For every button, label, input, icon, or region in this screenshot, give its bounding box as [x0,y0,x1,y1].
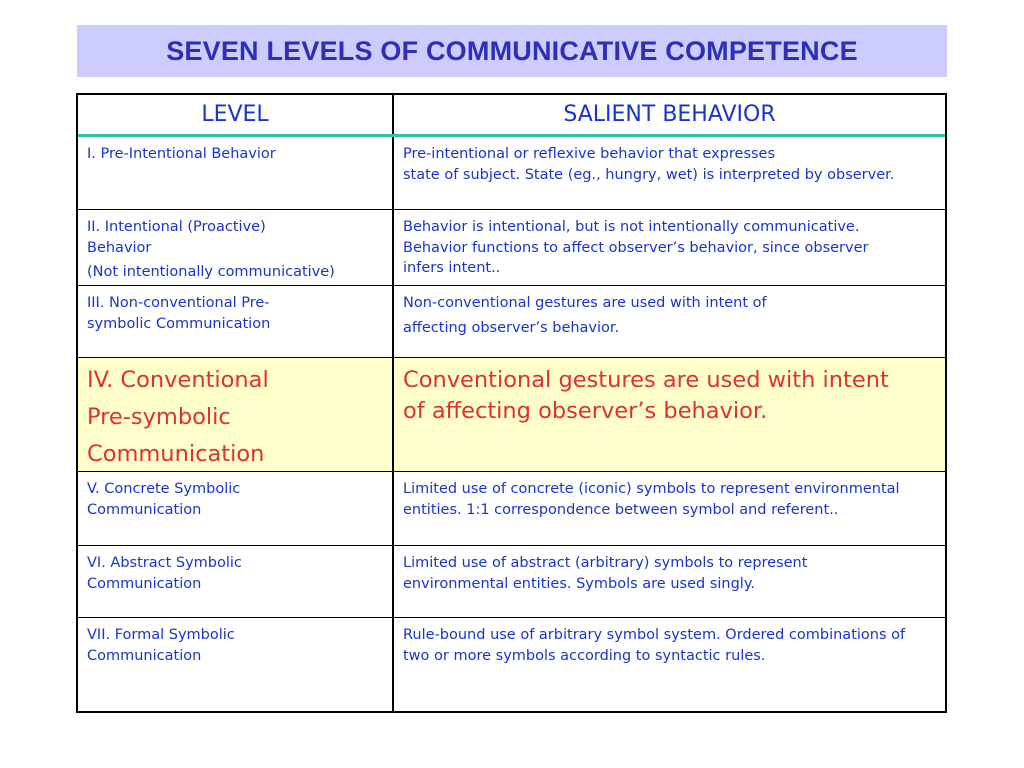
competence-table [76,93,947,713]
title-banner [77,25,947,77]
level-text: Communication [87,441,265,467]
behavior-text: Conventional gestures are used with intent of affecting observer’s behavior. [403,367,889,424]
level-text: V. Concrete Symbolic Communication [87,481,241,518]
level-text: VI. Abstract Symbolic Communication [87,555,242,592]
level-cell [78,546,394,617]
table-row [78,286,945,358]
behavior-cell [394,358,945,471]
level-text: I. Pre-Intentional Behavior [87,146,276,162]
behavior-text: Limited use of abstract (arbitrary) symbols to represent environmental entities. Symbols are used singly. [403,555,808,592]
behavior-text: affecting observer’s behavior. [403,319,620,336]
level-cell [78,286,394,357]
behavior-text: Behavior is intentional, but is not intentionally communicative. Behavior functions to affect observer’s behavior, since observer infers intent.. [403,219,869,276]
behavior-cell [394,546,945,617]
behavior-cell [394,137,945,209]
table-row [78,210,945,286]
level-cell [78,137,394,209]
behavior-cell [394,618,945,713]
behavior-text: Limited use of concrete (iconic) symbols to represent environmental entities. 1:1 correspondence between symbol and referent.. [403,481,900,518]
level-text: Pre-symbolic [87,404,231,430]
table-header-row [78,95,945,137]
level-subtext: (Not intentionally communicative) [87,264,335,280]
table-row [78,546,945,618]
level-cell [78,358,394,471]
header-level: LEVEL [78,95,394,134]
header-salient-behavior: SALIENT BEHAVIOR [563,102,776,127]
level-cell [78,472,394,545]
level-text: III. Non-conventional Pre-symbolic Communication [87,295,271,332]
behavior-text: state of subject. State (eg., hungry, wet) is interpreted by observer. [403,166,895,183]
level-cell [78,618,394,713]
behavior-cell [394,210,945,285]
level-text: IV. Conventional [87,367,269,393]
table-row-highlighted [78,358,945,472]
table-row [78,472,945,546]
level-cell [78,210,394,285]
behavior-text: Non-conventional gestures are used with intent of [403,295,767,311]
table-row [78,618,945,713]
behavior-cell [394,472,945,545]
behavior-text: Pre-intentional or reflexive behavior that expresses [403,146,776,162]
table-row [78,137,945,210]
behavior-text: Rule-bound use of arbitrary symbol system. Ordered combinations of two or more symbols according to syntactic rules. [403,627,906,664]
level-text: II. Intentional (Proactive) Behavior [87,219,266,256]
behavior-cell [394,286,945,357]
level-text: VII. Formal Symbolic Communication [87,627,235,664]
slide-title: SEVEN LEVELS OF COMMUNICATIVE COMPETENCE [166,35,858,66]
